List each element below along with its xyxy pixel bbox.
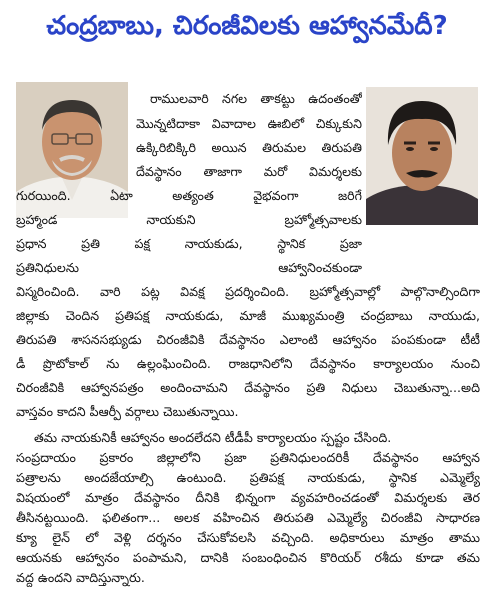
paragraph2-line-1: తమ నాయకునికీ ఆహ్వానం అందలేదని టీడీపీ కార్యాలయం స్పష్టం చేసింది.: [34, 430, 392, 445]
paragraph1-line-9: విస్మరించింది. వారి పట్ల వివక్ష ప్రదర్శించింది. బ్రహ్మోత్సవాల్లో పాల్గొనాల్సిందిగా: [16, 284, 480, 299]
paragraph1-line-5: గురయింది. ఏటా అత్యంత వైభవంగా జరిగే: [16, 188, 362, 203]
paragraph1-line-13: చిరంజీవికి ఆహ్వానపత్రం అందించామని దేవస్థానం ప్రతి నిధులు చెబుతున్నా...అది: [16, 380, 480, 395]
paragraph1-line-4: దేవస్థానం తాజాగా మరో విమర్శలకు: [136, 164, 362, 179]
paragraph2-line-2: సంప్రదాయం ప్రకారం జిల్లాలోని ప్రజా ప్రతినిధులందరికీ దేవస్థానం ఆహ్వాన: [16, 450, 480, 465]
paragraph2-line-6: క్యూ లైన్ లో వెళ్లి దర్శనం చేసుకోవలసి వచ్చింది. అధికారులు మాత్రం తాము: [16, 530, 480, 545]
paragraph1-line-7: ప్రధాన ప్రతి పక్ష నాయకుడు, స్థానిక ప్రజా: [16, 236, 362, 251]
paragraph2-line-5: తీసినట్టయింది. ఫలితంగా... అలక వహించిన తిరుపతి ఎమ్మెల్యే చిరంజీవి సాధారణ: [16, 510, 480, 525]
paragraph1-line-12: డీ ప్రొటోకాల్ ను ఉల్లంఘించింది. రాజధానిలోని దేవస్థానం కార్యాలయం నుంచి: [16, 356, 480, 371]
paragraph2-line-4: విషయంలో మాత్రం దేవస్థానం దీనికి భిన్నంగా వ్యవహరించడంతో విమర్శలకు తెర: [16, 490, 480, 505]
paragraph1-line-10: జిల్లాకు చెందిన ప్రతిపక్ష నాయకుడు, మాజీ ముఖ్యమంత్రి చంద్రబాబు నాయుడు,: [16, 308, 480, 323]
paragraph2-line-8: వద్ద ఉందని వాదిస్తున్నారు.: [16, 570, 145, 585]
paragraph1-line-8: ప్రతినిధులను ఆహ్వానించకుండా: [16, 260, 362, 275]
paragraph1-line-14: వాస్తవం కాదని పీఆర్పీ వర్గాలు చెబుతున్నాయి.: [16, 404, 239, 419]
paragraph1-line-1: రాములవారి నగల తాకట్టు ఉదంతంతో: [150, 91, 362, 106]
paragraph2-line-7: ఆయనకు ఆహ్వానం పంపామని, దానికి సంబంధించిన కొరియర్ రశీదు కూడా తమ: [16, 550, 480, 565]
portrait-photo-right: [366, 87, 478, 225]
paragraph2-line-3: పత్రాలను అందజేయాల్సి ఉంటుంది. ప్రతిపక్ష నాయకుడు, స్థానిక ఎమ్మెల్యే: [16, 470, 480, 485]
paragraph1-line-11: తిరుపతి శాసనసభ్యుడు చిరంజీవికి దేవస్థానం ఎలాంటి ఆహ్వానం పంపకుండా టీటీ: [16, 332, 480, 347]
portrait-right-image: [366, 87, 478, 225]
paragraph1-line-6: బ్రహ్మాండ నాయకుని బ్రహ్మోత్సవాలకు: [16, 212, 362, 227]
paragraph1-line-2: మొన్నటిదాకా వివాదాల ఊబిలో చిక్కుకుని: [136, 116, 362, 131]
headline: చంద్రబాబు, చిరంజీవిలకు ఆహ్వానమేదీ?: [46, 11, 448, 41]
paragraph1-line-3: ఉక్కిరిబిక్కిరి అయిన తిరుమల తిరుపతి: [136, 140, 362, 155]
